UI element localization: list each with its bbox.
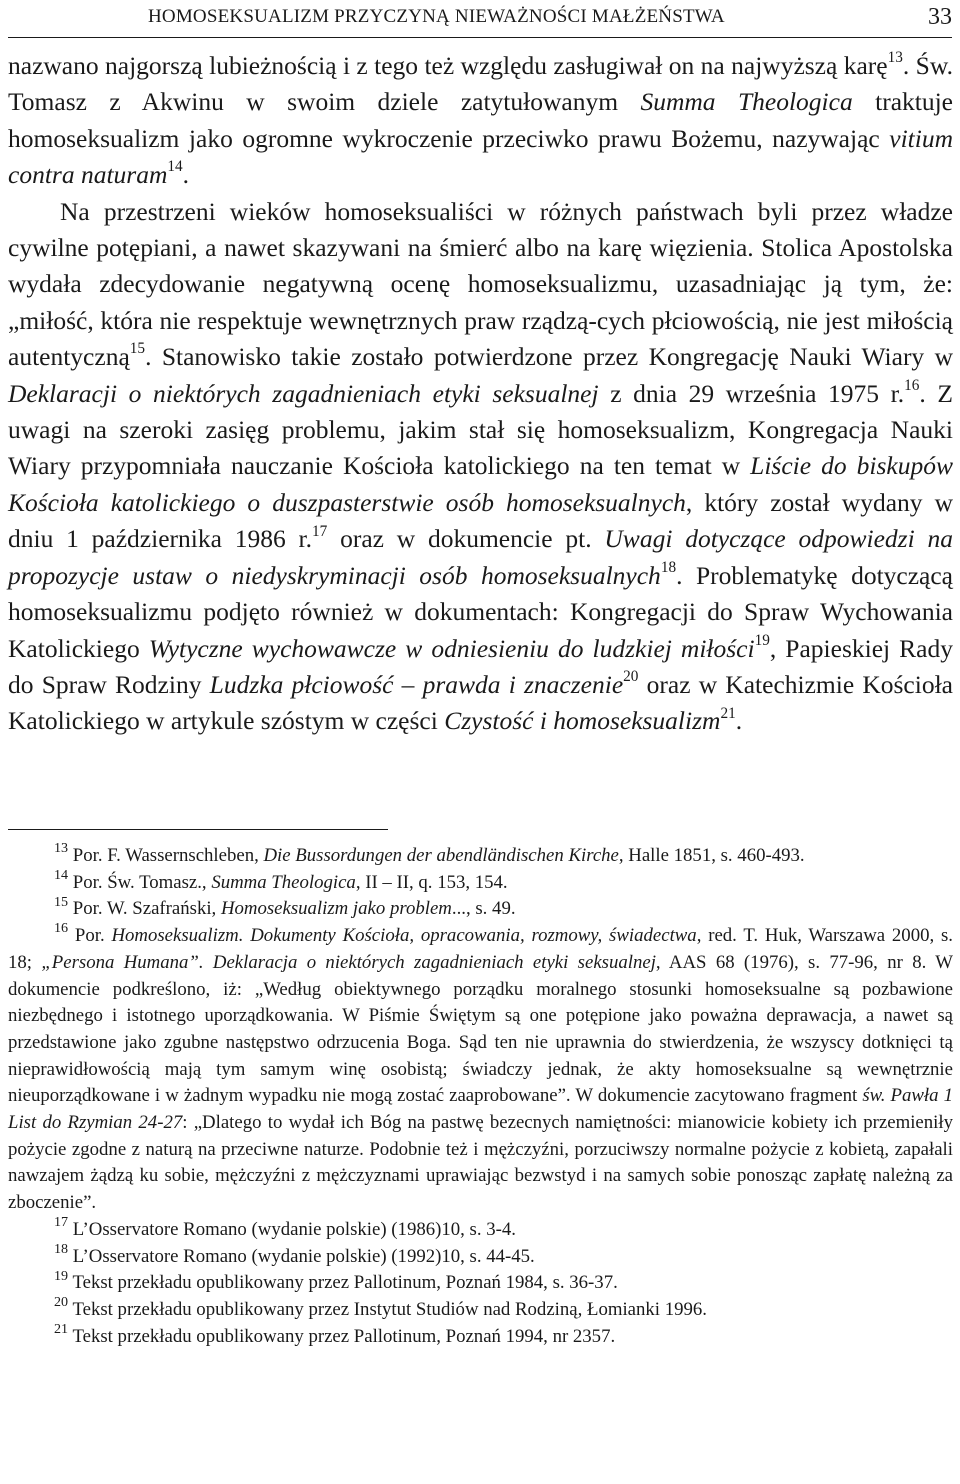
text-span: . Stanowisko takie zostało potwierdzone przez Kongregację Nauki Wiary w [145,342,953,372]
footnote-number: 21 [54,1320,69,1337]
footnote-ref-17[interactable]: 17 [311,522,328,540]
footnote-ref-21[interactable]: 21 [720,704,736,722]
footnote-15 [8,893,953,923]
running-title: HOMOSEKSUALIZM PRZYCZYNĄ NIEWAŻNOŚCI MAŁŻEŃSTWA [148,6,725,27]
running-header [8,4,952,34]
footnote-number: 14 [54,867,69,884]
title-italic: Summa Theologica [211,871,356,893]
document-title-italic: Czystość i homoseksualizm [444,706,721,736]
text-span: , red. T. Huk, Warszawa 2000, s. 18; [8,925,953,973]
title-italic: Homoseksualizm. Dokumenty Kościoła, opracowania, rozmowy, świadectwa [111,925,697,947]
text-span: z dnia 29 września 1975 r. [598,378,905,408]
footnote-17 [8,1214,953,1244]
footnote-21 [8,1320,953,1351]
text-span: Por. Św. Tomasz., [68,871,212,893]
header-rule [8,37,952,38]
text-span: . Problematykę dotyczącą homoseksualizmu podjęto również w dokumentach: Kongregacji do Spraw Wychowania Katolickiego [8,560,953,663]
footnote-number: 18 [54,1240,69,1257]
text-span: L’Osservatore Romano (wydanie polskie) (1992)10, s. 44-45. [68,1245,535,1267]
text-span: L’Osservatore Romano (wydanie polskie) (1986)10, s. 3-4. [68,1218,516,1240]
text-span: Por. F. Wassernschleben, [68,845,264,866]
paragraph-2 [8,194,953,740]
text-span: Na przestrzeni wieków homoseksualiści w różnych państwach byli przez władze cywilne potępiani, a nawet skazywani na śmierć albo na karę więzienia. Stolica Apostolska wydała zdecydowanie negatywną ocenę homoseksualizmu, uzasadniając ją tym, że: „miłość, która nie respektuje wewnętrznych praw rządzą- [8,196,953,335]
text-span: , Papieskiej Rady do Spraw Rodziny [8,633,954,699]
footnote-number: 13 [54,840,69,857]
text-span: : „Dlatego to wydał ich Bóg na pastwę bezecnych namiętności: mianowicie kobiety ich przemieniły pożycie zgodne z naturą na przeciwne naturze. Podobnie też i mężczyźni, porzuciwszy normalne pożycie z kobietą, zapałali nawzajem żądzą ku sobie, mężczyźni z mężczyznami uprawiając bezwstyd i na samych sobie ponosząc zapłatę należną za zboczenie”. [8,1112,953,1214]
document-title-italic: Wytyczne wychowawcze w odniesieniu do ludzkiej miłości [148,633,755,663]
footnote-14 [8,867,953,897]
footnote-number: 19 [54,1267,69,1284]
document-title-italic: Deklaracji o niektórych zagadnieniach etyki seksualnej [8,378,599,408]
text-span: . Św. Tomasz z Akwinu w swoim dziele zatytułowanym [8,51,953,117]
footnote-number: 17 [54,1214,69,1231]
footnote-number: 20 [54,1294,69,1311]
footnote-13 [8,840,953,870]
footnote-ref-15[interactable]: 15 [129,340,146,358]
footnote-19 [8,1267,953,1297]
text-span: Tekst przekładu opublikowany przez Instytut Studiów nad Rodziną, Łomianki 1996. [68,1298,707,1320]
footnote-ref-16[interactable]: 16 [904,376,920,394]
document-title-italic: Liście do biskupów Kościoła katolickiego o duszpasterstwie osób homoseksualnych [8,451,953,517]
text-span: Tekst przekładu opublikowany przez Pallotinum, Poznań 1994, nr 2357. [68,1325,616,1347]
text-span: . Z uwagi na szeroki zasięg problemu, jakim stał się homoseksualizm, Kongregacja Nauki Wiary przypomniała nauczanie Kościoła katolickiego na ten temat w [8,378,953,481]
footnote-number: 15 [54,893,69,910]
title-italic: Die Bussordungen der abendländischen Kirche [263,845,619,866]
text-span: , który został wydany w dniu 1 października 1986 r. [8,487,953,554]
document-title-italic: Ludzka płciowość – prawda i znaczenie [209,669,624,699]
latin-phrase-italic: vitium contra naturam [8,123,953,190]
text-span: Tekst przekładu opublikowany przez Pallotinum, Poznań 1984, s. 36-37. [68,1272,618,1294]
text-span: oraz w Katechizmie Kościoła Katolickiego w artykule szóstym w części [8,669,953,736]
footnotes [8,840,953,1350]
page-number: 33 [928,4,952,30]
title-italic: św. Pawła 1 List do Rzymian 24-27 [8,1085,953,1134]
text-span: , AAS 68 (1976), s. 77-96, nr 8. W dokumencie podkreślono, iż: „Według obiektywnego porządku moralnego stosunki homoseksualne są pozbawione niezbędnego i istotnego uporządkowania. W Piśmie Świętym są one potępione jako poważna deprawacja, a nawet są przedstawione jako zgubne następstwo odrzucenia Boga. Sąd ten nie uprawnia do stwierdzenia, że wszyscy dotknięci tą nieprawidłowością mają tym samym winę osobistą; świadczy jednak, że akty homoseksualne są wewnętrznie nieuporządkowane i w żadnym wypadku nie mogą zostać zaaprobowane”. W dokumencie zacytowano fragment [8,951,953,1107]
footnote-ref-20[interactable]: 20 [623,668,639,686]
main-text [8,48,953,740]
text-span: . [735,706,743,736]
text-span: , II – II, q. 153, 154. [355,871,508,893]
footnote-separator [8,829,388,830]
text-span: oraz w dokumencie pt. [327,524,605,554]
document-title-italic: Uwagi dotyczące odpowiedzi na propozycje ustaw o niedyskryminacji osób homoseksualnych [8,524,953,590]
paragraph-1 [8,48,953,194]
footnote-ref-14[interactable]: 14 [167,158,183,176]
text-span: . [182,160,190,190]
footnote-ref-18[interactable]: 18 [660,558,677,576]
text-span: ..., s. 49. [451,898,516,920]
text-span: cych płciowością, nie jest miłością autentyczną [8,305,953,372]
footnote-20 [8,1294,953,1324]
text-span: traktuje homoseksualizm jako ogromne wykroczenie przeciwko prawu Bożemu, nazywając [8,87,954,153]
title-italic: „Persona Humana”. Deklaracja o niektórych zagadnieniach etyki seksualnej [41,951,656,973]
text-span: nazwano najgorszą lubieżnością i z tego też względu zasługiwał on na najwyższą karę [8,51,888,80]
footnote-ref-13[interactable]: 13 [887,49,903,67]
text-span: Por. W. Szafrański, [68,898,221,920]
title-italic: Summa Theologica [640,87,853,117]
footnote-18 [8,1240,953,1271]
text-span: , Halle 1851, s. 460-493. [618,845,805,866]
text-span: Por. [68,925,112,947]
footnote-ref-19[interactable]: 19 [754,631,770,649]
footnote-number: 16 [54,920,69,937]
title-italic: Homoseksualizm jako problem [220,898,452,920]
footnote-16 [8,920,953,1217]
